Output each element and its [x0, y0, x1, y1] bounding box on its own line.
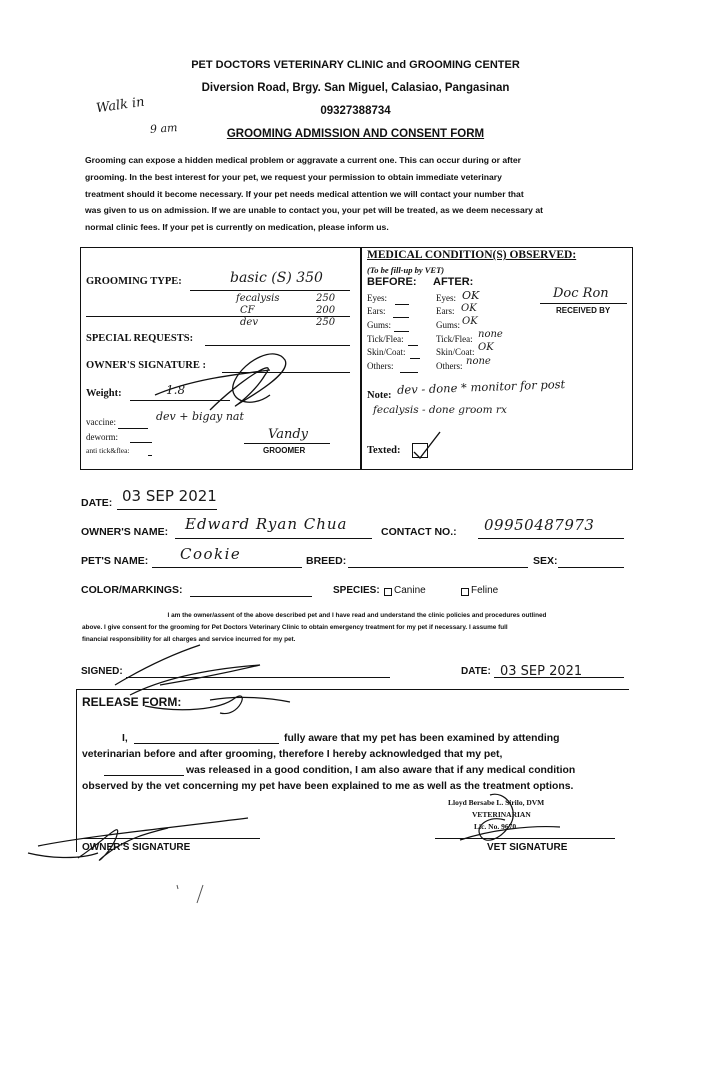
groomer-value[interactable]: Vandy — [268, 427, 308, 442]
after-eyes-label: Eyes: — [436, 293, 456, 303]
owner-release-signature-line[interactable] — [82, 838, 260, 839]
form-title: GROOMING ADMISSION AND CONSENT FORM — [226, 128, 485, 140]
intro-line: treatment should it become necessary. If your pet needs medical attention we will contact your number that — [85, 188, 524, 199]
before-skin-line — [410, 358, 420, 359]
received-by-line — [540, 303, 627, 304]
intro-line: Grooming can expose a hidden medical problem or aggravate a current one. This can occur during or after — [85, 155, 521, 165]
consent-line: financial responsibility for all charges and service incurred for my pet. — [82, 636, 296, 643]
after-others-value[interactable]: none — [466, 356, 491, 367]
before-gums-label: Gums: — [367, 320, 392, 330]
item-name: fecalysis — [236, 293, 280, 304]
after-eyes-value[interactable]: OK — [462, 289, 480, 302]
vaccine-value[interactable]: dev + bigay nat — [156, 410, 244, 423]
sex-line[interactable] — [558, 567, 624, 568]
release-title: RELEASE FORM: — [82, 695, 182, 709]
release-name-line[interactable] — [134, 743, 279, 744]
feline-label: Feline — [471, 585, 499, 596]
after-tick-value[interactable]: none — [478, 329, 503, 340]
signed-label: SIGNED: — [81, 666, 123, 677]
before-gums-line — [394, 331, 409, 332]
before-tick-label: Tick/Flea: — [367, 334, 404, 344]
pet-name-value[interactable]: Cookie — [180, 545, 242, 563]
before-label: BEFORE: — [367, 276, 417, 288]
date-label: DATE: — [81, 497, 113, 509]
intro-paragraph — [85, 152, 635, 236]
intro-line: normal clinic fees. If your pet is currently on medication, please inform us. — [85, 222, 389, 233]
before-eyes-label: Eyes: — [367, 293, 387, 303]
texted-checkmark-icon — [412, 432, 442, 462]
owner-release-signature-label: OWNER'S SIGNATURE — [82, 842, 191, 853]
breed-label: BREED: — [306, 555, 347, 567]
vaccine-line — [118, 428, 148, 429]
before-others-label: Others: — [367, 361, 394, 371]
stamp-title: VETERINARIAN — [472, 810, 531, 819]
feline-checkbox[interactable] — [461, 588, 469, 596]
handwritten-time: 9 am — [149, 121, 178, 136]
grooming-type-line — [190, 290, 350, 291]
before-eyes-line — [395, 304, 409, 305]
clinic-phone: 09327388734 — [320, 105, 391, 117]
release-i: I, — [122, 733, 128, 744]
after-ears-label: Ears: — [436, 306, 455, 316]
tick-flea-label: anti tick&flea: — [86, 446, 130, 455]
after-skin-value[interactable]: OK — [478, 342, 494, 353]
consent-date-label: DATE: — [461, 666, 491, 677]
release-line-1: fully aware that my pet has been examined by attending — [284, 733, 560, 744]
canine-checkbox[interactable] — [384, 588, 392, 596]
tick-flea-line — [148, 455, 152, 456]
vet-signature-scribble — [450, 785, 570, 865]
before-ears-label: Ears: — [367, 306, 386, 316]
after-ears-value[interactable]: OK — [461, 303, 477, 314]
item-price: 250 — [316, 293, 336, 304]
contact-line — [478, 538, 624, 539]
after-gums-label: Gums: — [436, 320, 461, 330]
owner-name-value[interactable]: Edward Ryan Chua — [185, 515, 348, 533]
texted-label: Texted: — [367, 445, 401, 456]
owner-release-signature-scribble — [28, 798, 268, 868]
deworm-label: deworm: — [86, 432, 118, 442]
owner-signature-scribble — [150, 340, 350, 420]
stamp-name: Lloyd Bersabe L. Sirilo, DVM — [448, 798, 545, 807]
after-label: AFTER: — [433, 276, 474, 288]
medical-title: MEDICAL CONDITION(S) OBSERVED: — [367, 249, 577, 261]
after-gums-value[interactable]: OK — [462, 316, 478, 327]
species-label: SPECIES: — [333, 585, 380, 596]
consent-line: above. I give consent for the grooming for Pet Doctors Veterinary Clinic to obtain emergency treatment for my pet if necessary. I assume full — [82, 624, 508, 631]
before-ears-line — [393, 317, 409, 318]
stray-pen-mark — [175, 883, 205, 913]
intro-line: was given to us on admission. If we are unable to contact you, your pet will be treated, as we deem necessary at — [85, 205, 543, 216]
after-skin-label: Skin/Coat: — [436, 347, 475, 357]
contact-label: CONTACT NO.: — [381, 526, 457, 538]
grooming-type-label: GROOMING TYPE: — [86, 276, 182, 287]
weight-value[interactable]: 1.8 — [166, 383, 186, 397]
canine-label: Canine — [394, 585, 426, 596]
release-line-3: was released in a good condition, I am also aware that if any medical condition — [186, 765, 576, 776]
clinic-address: Diversion Road, Brgy. San Miguel, Calasiao, Pangasinan — [201, 82, 510, 94]
intro-line: grooming. In the best interest for your pet, we request your permission to obtain immediate veterinary — [85, 171, 502, 182]
vet-signature-line[interactable] — [435, 838, 615, 839]
sex-label: SEX: — [533, 555, 558, 567]
release-pet-line[interactable] — [104, 775, 184, 776]
before-others-line — [400, 372, 418, 373]
release-line-2: veterinarian before and after grooming, therefore I hereby acknowledged that my pet, — [82, 749, 503, 760]
item-price: 200 — [316, 305, 336, 316]
stamp-license: Lic. No. 9670 — [474, 822, 517, 831]
groomer-line — [244, 443, 330, 444]
vet-signature-label: VET SIGNATURE — [487, 842, 568, 853]
breed-line[interactable] — [348, 567, 528, 568]
consent-date-value[interactable]: 03 SEP 2021 — [500, 664, 583, 679]
after-others-label: Others: — [436, 361, 463, 371]
owner-signature-label: OWNER'S SIGNATURE : — [86, 360, 206, 371]
before-skin-label: Skin/Coat: — [367, 347, 406, 357]
note-label: Note: — [367, 390, 392, 401]
received-by-value[interactable]: Doc Ron — [553, 286, 609, 301]
weight-label: Weight: — [86, 388, 122, 399]
color-markings-line[interactable] — [190, 596, 312, 597]
release-signature-scribble — [140, 688, 340, 728]
pet-name-label: PET'S NAME: — [81, 555, 149, 567]
grooming-line-2 — [86, 316, 350, 317]
date-value[interactable]: 03 SEP 2021 — [122, 487, 217, 505]
received-by-label: RECEIVED BY — [556, 306, 611, 315]
release-line-4: observed by the vet concerning my pet have been explained to me as well as the treatment options. — [82, 781, 574, 792]
before-tick-line — [408, 345, 418, 346]
owner-name-line — [175, 538, 372, 539]
clinic-name: PET DOCTORS VETERINARY CLINIC and GROOMING CENTER — [191, 59, 520, 71]
vaccine-label: vaccine: — [86, 417, 116, 427]
medical-subtitle: (To be fill-up by VET) — [367, 265, 445, 275]
special-requests-label: SPECIAL REQUESTS: — [86, 333, 194, 344]
note-line-1[interactable]: dev - done * monitor for post — [396, 377, 566, 397]
pet-name-line — [152, 567, 302, 568]
date-line — [117, 509, 217, 510]
contact-value[interactable]: 09950487973 — [484, 516, 595, 534]
grooming-type-value[interactable]: basic (S) 350 — [230, 270, 323, 286]
handwritten-walkin: Walk in — [95, 94, 146, 117]
owner-name-label: OWNER'S NAME: — [81, 526, 169, 538]
box-divider — [360, 247, 362, 470]
consent-line: I am the owner/assent of the above described pet and I have read and understand the clinic policies and procedures outlined — [167, 612, 547, 619]
item-name: CF — [240, 305, 255, 316]
after-tick-label: Tick/Flea: — [436, 334, 473, 344]
groomer-label: GROOMER — [263, 446, 306, 455]
item-name: dev — [240, 317, 258, 328]
deworm-line — [130, 442, 152, 443]
note-line-2[interactable]: fecalysis - done groom rx — [373, 404, 507, 416]
item-price: 250 — [316, 317, 336, 328]
color-markings-label: COLOR/MARKINGS: — [81, 584, 183, 596]
